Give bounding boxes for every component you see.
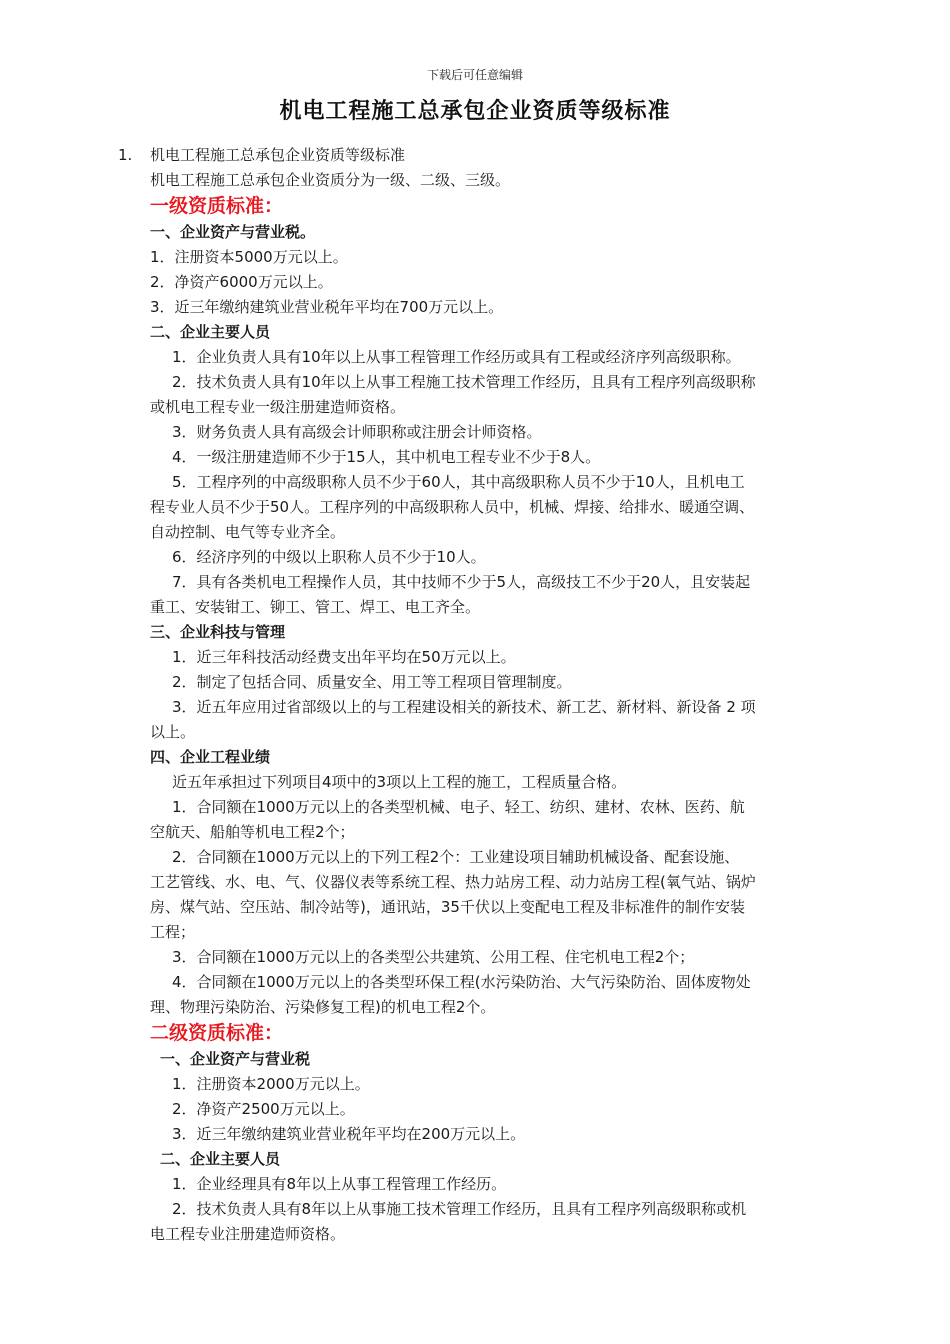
grade1-s4-item2-cont: 工艺管线、水、电、气、仪器仪表等系统工程、热力站房工程、动力站房工程(氧气站、锅炉 (150, 873, 756, 891)
grade2-s2-item2-cont: 电工程专业注册建造师资格。 (150, 1225, 346, 1243)
list-number: 1. (118, 146, 133, 164)
grade2-s2-item1: 1．企业经理具有8年以上从事工程管理工作经历。 (172, 1175, 507, 1193)
intro-paragraph: 机电工程施工总承包企业资质分为一级、二级、三级。 (150, 171, 511, 189)
grade1-s2-item7-cont: 重工、安装钳工、铆工、管工、焊工、电工齐全。 (150, 598, 481, 616)
grade1-s3-item3: 3．近五年应用过省部级以上的与工程建设相关的新技术、新工艺、新材料、新设备 2 项 (172, 698, 756, 716)
grade1-section3-title: 三、企业科技与管理 (150, 623, 286, 641)
grade1-s4-item1-cont: 空航天、船舶等机电工程2个； (150, 823, 355, 841)
grade1-s2-item2-cont: 或机电工程专业一级注册建造师资格。 (150, 398, 406, 416)
grade1-s2-item4: 4．一级注册建造师不少于15人，其中机电工程专业不少于8人。 (172, 448, 601, 466)
document-body (0, 143, 950, 1247)
grade2-section2-title: 二、企业主要人员 (160, 1150, 281, 1168)
grade1-s3-item2: 2．制定了包括合同、质量安全、用工等工程项目管理制度。 (172, 673, 572, 691)
grade1-s4-item4: 4．合同额在1000万元以上的各类型环保工程(水污染防治、大气污染防治、固体废物处 (172, 973, 751, 991)
grade1-s3-item3-cont: 以上。 (150, 723, 196, 741)
grade2-s2-item2: 2．技术负责人具有8年以上从事施工技术管理工作经历，且具有工程序列高级职称或机 (172, 1200, 747, 1218)
grade1-s2-item2: 2．技术负责人具有10年以上从事工程施工技术管理工作经历，且具有工程序列高级职称 (172, 373, 756, 391)
grade1-s2-item1: 1．企业负责人具有10年以上从事工程管理工作经历或具有工程或经济序列高级职称。 (172, 348, 741, 366)
grade1-section1-title: 一、企业资产与营业税。 (150, 223, 316, 241)
grade1-s2-item6: 6．经济序列的中级以上职称人员不少于10人。 (172, 548, 486, 566)
page-title: 机电工程施工总承包企业资质等级标准 (279, 99, 671, 124)
grade1-s2-item7: 7．具有各类机电工程操作人员，其中技师不少于5人，高级技工不少于20人，且安装起 (172, 573, 751, 591)
grade2-section1-title: 一、企业资产与营业税 (160, 1050, 311, 1068)
grade1-s2-item3: 3．财务负责人具有高级会计师职称或注册会计师资格。 (172, 423, 542, 441)
grade2-s1-item: 3．近三年缴纳建筑业营业税年平均在200万元以上。 (172, 1125, 526, 1143)
grade1-heading: 一级资质标准： (150, 195, 284, 217)
grade1-section2-title: 二、企业主要人员 (150, 323, 271, 341)
grade1-s4-item2-cont: 工程； (150, 923, 196, 941)
grade1-s2-item5-cont: 自动控制、电气等专业齐全。 (150, 523, 346, 541)
grade1-section4-title: 四、企业工程业绩 (150, 748, 271, 766)
header-note: 下载后可任意编辑 (426, 68, 523, 82)
grade2-s1-item: 1．注册资本2000万元以上。 (172, 1075, 370, 1093)
grade1-s4-item3: 3．合同额在1000万元以上的各类型公共建筑、公用工程、住宅机电工程2个； (172, 948, 695, 966)
grade2-heading: 二级资质标准： (150, 1022, 284, 1044)
grade1-s1-item: 3．近三年缴纳建筑业营业税年平均在700万元以上。 (150, 298, 504, 316)
grade1-s3-item1: 1．近三年科技活动经费支出年平均在50万元以上。 (172, 648, 516, 666)
grade1-s4-item1: 1．合同额在1000万元以上的各类型机械、电子、轻工、纺织、建材、农林、医药、航 (172, 798, 745, 816)
grade1-s4-item2-cont: 房、煤气站、空压站、制冷站等)，通讯站，35千伏以上变配电工程及非标准件的制作安装 (150, 898, 745, 916)
grade1-s4-intro: 近五年承担过下列项目4项中的3项以上工程的施工，工程质量合格。 (172, 773, 627, 791)
grade2-s1-item: 2．净资产2500万元以上。 (172, 1100, 355, 1118)
grade1-s4-item2: 2．合同额在1000万元以上的下列工程2个：工业建设项目辅助机械设备、配套设施、 (172, 848, 740, 866)
grade1-s1-item: 1．注册资本5000万元以上。 (150, 248, 348, 266)
list-item-text: 机电工程施工总承包企业资质等级标准 (150, 146, 406, 164)
grade1-s1-item: 2．净资产6000万元以上。 (150, 273, 333, 291)
grade1-s2-item5-cont: 程专业人员不少于50人。工程序列的中高级职称人员中，机械、焊接、给排水、暖通空调、 (150, 498, 755, 516)
grade1-s2-item5: 5．工程序列的中高级职称人员不少于60人，其中高级职称人员不少于10人，且机电工 (172, 473, 745, 491)
grade1-s4-item4-cont: 理、物理污染防治、污染修复工程)的机电工程2个。 (150, 998, 496, 1016)
list-item (0, 143, 950, 168)
